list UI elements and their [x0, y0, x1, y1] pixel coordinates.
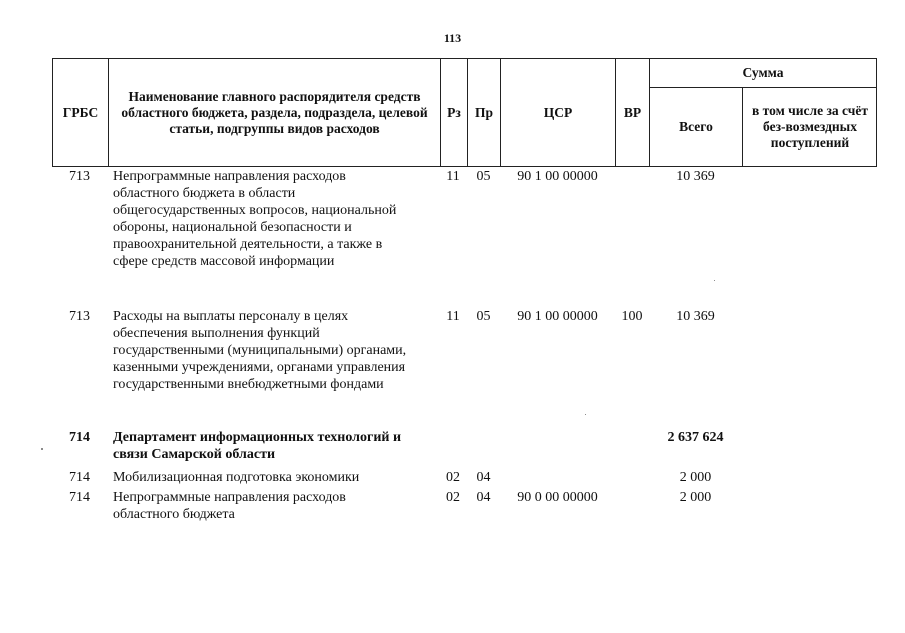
table-header: [52, 58, 877, 167]
cell-name: Непрограммные направления расходов областного бюджета: [113, 490, 346, 522]
header-vr: ВР: [623, 104, 642, 120]
cell-total: 2 637 624: [667, 430, 724, 445]
header-sum: Сумма: [742, 65, 784, 80]
header-total: Всего: [679, 119, 713, 134]
cell-pr: 04: [476, 470, 491, 485]
column-divider: [108, 59, 109, 166]
scan-speck: [41, 448, 43, 450]
cell-grbs: 713: [69, 309, 90, 324]
header-name: Наименование главного распорядителя средств областного бюджета, раздела, подраздела, целевой статьи, подгруппы видов расходов: [121, 88, 428, 136]
cell-name: Департамент информационных технологий и связи Самарской области: [113, 430, 402, 462]
cell-grbs: 714: [69, 490, 90, 505]
cell-csr: 90 0 00 00000: [517, 490, 598, 505]
cell-pr: 05: [476, 309, 491, 324]
cell-grbs: 713: [69, 169, 90, 184]
cell-grbs: 714: [69, 430, 90, 445]
header-pr: Пр: [474, 104, 493, 120]
page-number: 113: [443, 31, 462, 45]
cell-total: 2 000: [679, 470, 712, 485]
cell-total: 10 369: [676, 309, 715, 324]
cell-rz: 11: [446, 309, 460, 324]
cell-name: Расходы на выплаты персоналу в целях обеспечения выполнения функций государственными (муниципальными) органами, казенными учреждениями, органами управления государственными внебюджетными фондами: [113, 309, 407, 392]
cell-pr: 04: [476, 490, 491, 505]
cell-vr: 100: [621, 309, 643, 324]
cell-rz: 11: [446, 169, 460, 184]
cell-grbs: 714: [69, 470, 90, 485]
cell-total: 2 000: [679, 490, 712, 505]
scan-speck: [585, 414, 586, 415]
cell-rz: 02: [446, 490, 460, 505]
cell-csr: 90 1 00 00000: [517, 309, 598, 324]
cell-total: 10 369: [676, 169, 715, 184]
header-csr: ЦСР: [543, 104, 573, 120]
cell-name: Непрограммные направления расходов областного бюджета в области общегосударственных вопросов, национальной обороны, национальной безопасности и правоохранительной деятельности, а также в сфере средств массовой информации: [113, 169, 397, 269]
cell-rz: 02: [446, 470, 460, 485]
header-rz: Рз: [447, 104, 461, 120]
header-incl-free: в том числе за счёт без-возмездных поступлений: [751, 103, 868, 150]
column-divider: [742, 87, 743, 166]
cell-name: Мобилизационная подготовка экономики: [113, 470, 360, 485]
cell-csr: 90 1 00 00000: [517, 169, 598, 184]
scan-speck: [714, 280, 715, 281]
header-grbs: ГРБС: [62, 104, 99, 120]
cell-pr: 05: [476, 169, 491, 184]
